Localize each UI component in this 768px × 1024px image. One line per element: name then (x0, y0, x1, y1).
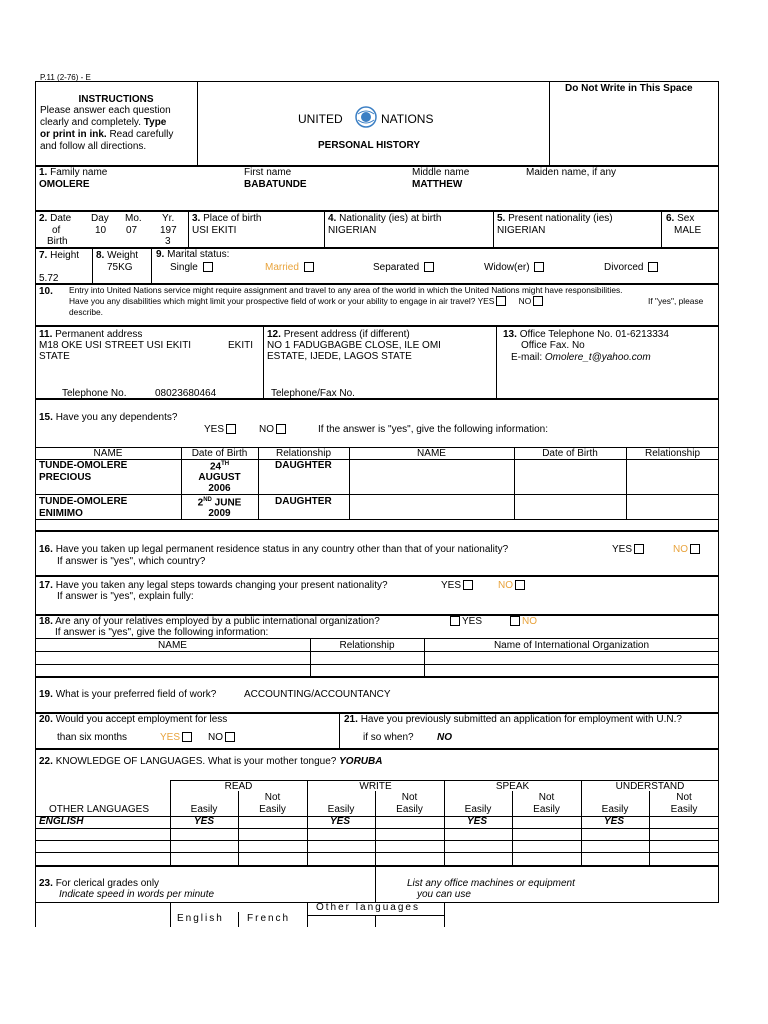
present-telephone-label: Telephone/Fax No. (271, 388, 355, 399)
height-value[interactable]: 5.72 (39, 273, 59, 284)
disability-yes-checkbox[interactable] (496, 296, 506, 306)
instructions-line: clearly and completely. (40, 117, 141, 128)
dependents-header-relationship: Relationship (644, 448, 701, 459)
permanent-telephone-label: Telephone No. (62, 388, 127, 399)
divorced-option-label: Divorced (604, 262, 644, 273)
no-option-label: NO (208, 732, 223, 743)
month-label: Mo. (125, 213, 142, 224)
present-nationality-value[interactable]: NIGERIAN (497, 225, 546, 236)
easily-header: Easily (327, 804, 355, 815)
present-address-value[interactable]: ESTATE, IJEDE, LAGOS STATE (267, 351, 412, 362)
dependents-header-dob: Date of Birth (191, 448, 248, 459)
dependent-name[interactable]: PRECIOUS (39, 472, 92, 483)
yes-option-label: YES (462, 616, 483, 627)
instructions-line: and follow all directions. (40, 141, 147, 152)
widow-checkbox[interactable] (534, 262, 544, 272)
permanent-telephone-value[interactable]: 08023680464 (155, 388, 217, 399)
disability-intro: Entry into United Nations service might require assignment and travel to any area of the world in which the United Nations might have responsibilities. (69, 285, 623, 295)
first-name-label: First name (244, 167, 292, 178)
middle-name-label: Middle name (412, 167, 470, 178)
easily-header: Easily (601, 804, 629, 815)
short-employment-yes-checkbox[interactable] (182, 732, 192, 742)
language-understand-header: UNDERSTAND (615, 781, 685, 792)
middle-name-value[interactable]: MATTHEW (412, 179, 463, 190)
relatives-header-organization: Name of International Organization (493, 640, 650, 651)
not-easily-header: Not (401, 792, 418, 803)
married-option-label: Married (265, 262, 299, 273)
family-name-label: Family name (50, 167, 108, 178)
day-label: Day (91, 213, 109, 224)
speak-easily-value[interactable]: YES (467, 816, 488, 827)
dependent-name[interactable]: ENIMIMO (39, 508, 83, 519)
yes-option-label: YES (477, 296, 495, 306)
not-easily-header: Easily (396, 804, 423, 815)
not-easily-header: Not (538, 792, 555, 803)
read-easily-value[interactable]: YES (194, 816, 215, 827)
no-option-label: NO (673, 544, 688, 555)
preferred-field-value[interactable]: ACCOUNTING/ACCOUNTANCY (244, 689, 391, 700)
dependents-header-name: NAME (417, 448, 446, 459)
mother-tongue-question: KNOWLEDGE OF LANGUAGES. What is your mother tongue? (55, 756, 337, 767)
previous-application-value[interactable]: NO (437, 732, 452, 743)
dependent-dob[interactable]: JUNE (214, 497, 242, 509)
permanent-address-label: Permanent address (55, 329, 143, 340)
no-option-label: NO (522, 616, 537, 627)
residence-no-checkbox[interactable] (690, 544, 700, 554)
dependent-relationship[interactable]: DAUGHTER (275, 460, 332, 471)
other-languages-header: OTHER LANGUAGES (49, 804, 150, 815)
year-label: Yr. (162, 213, 175, 224)
dependent-name[interactable]: TUNDE-OMOLERE (39, 460, 128, 471)
no-option-label: NO (259, 424, 274, 435)
un-emblem-icon (355, 106, 377, 128)
previous-application-question: Have you previously submitted an application for employment with U.N.? (360, 714, 682, 725)
yes-option-label: YES (612, 544, 633, 555)
sex-value[interactable]: MALE (674, 225, 702, 236)
no-option-label: NO (518, 296, 532, 306)
easily-header: Easily (464, 804, 492, 815)
disability-question: Have you any disabilities which might limit your prospective field of work or your ability to engage in air travel? (69, 296, 476, 306)
relatives-question: Are any of your relatives employed by a public international organization? (55, 616, 380, 627)
dependents-no-checkbox[interactable] (276, 424, 286, 434)
instructions-title: INSTRUCTIONS (78, 94, 154, 105)
present-address-label: Present address (if different) (283, 329, 410, 340)
speed-french-header: French (247, 913, 291, 924)
nationality-change-yes-checkbox[interactable] (463, 580, 473, 590)
easily-header: Easily (190, 804, 218, 815)
nationality-at-birth-label: Nationality (ies) at birth (339, 213, 442, 224)
date-of-birth-label: of (52, 225, 61, 236)
instructions-emphasis: Type (143, 117, 167, 128)
clerical-question: For clerical grades only (55, 878, 160, 889)
dependent-dob: ND (203, 497, 212, 503)
previous-application-subquestion: if so when? (363, 732, 414, 743)
office-fax-label: Office Fax. No (521, 340, 585, 351)
org-name-right: NATIONS (381, 112, 434, 126)
nationality-change-no-checkbox[interactable] (515, 580, 525, 590)
residence-subquestion: If answer is "yes", which country? (57, 556, 206, 567)
birth-year-value[interactable]: 3 (165, 236, 171, 247)
office-machines-label: you can use (417, 889, 471, 900)
separated-checkbox[interactable] (424, 262, 434, 272)
form-code: P.11 (2-76) - E (40, 73, 91, 82)
language-write-header: WRITE (359, 781, 392, 792)
height-label: Height (50, 250, 80, 261)
dependents-yes-checkbox[interactable] (226, 424, 236, 434)
dependent-dob[interactable]: AUGUST (198, 472, 241, 483)
dependents-header-dob: Date of Birth (542, 448, 598, 459)
place-of-birth-label: Place of birth (203, 213, 262, 224)
married-checkbox[interactable] (304, 262, 314, 272)
present-nationality-label: Present nationality (ies) (508, 213, 613, 224)
email-label: E-mail: (511, 352, 543, 363)
not-easily-header: Easily (533, 804, 560, 815)
dependent-dob[interactable]: 24 (209, 461, 222, 473)
relatives-no-checkbox[interactable] (510, 616, 520, 626)
single-option-label: Single (170, 262, 198, 273)
residence-question: Have you taken up legal permanent residence status in any country other than that of your nationality? (55, 544, 509, 555)
instructions-line: Read carefully (109, 129, 174, 140)
date-of-birth-label: Date (50, 213, 72, 224)
not-easily-header: Easily (259, 804, 286, 815)
permanent-address-value[interactable]: STATE (39, 351, 70, 362)
present-address-value[interactable]: NO 1 FADUGBAGBE CLOSE, ILE OMI (267, 340, 441, 351)
widow-option-label: Widow(er) (484, 262, 530, 273)
short-employment-subquestion: than six months (57, 732, 128, 743)
write-easily-value[interactable]: YES (330, 816, 351, 827)
yes-option-label: YES (204, 424, 225, 435)
speed-other-languages-header: Other languages (316, 902, 420, 913)
yes-option-label: YES (441, 580, 462, 591)
question-number: 10. (39, 286, 53, 297)
sex-label: Sex (677, 213, 695, 224)
relatives-header-name: NAME (158, 640, 187, 651)
short-employment-no-checkbox[interactable] (225, 732, 235, 742)
nationality-at-birth-value[interactable]: NIGERIAN (328, 225, 377, 236)
office-telephone-label: Office Telephone No. 01-6213334 (519, 329, 669, 340)
short-employment-question: Would you accept employment for less (55, 714, 228, 725)
dependent-relationship[interactable]: DAUGHTER (275, 496, 332, 507)
not-easily-header: Easily (670, 804, 698, 815)
disability-no-checkbox[interactable] (533, 296, 543, 306)
office-machines-label: List any office machines or equipment (407, 878, 575, 889)
dependent-dob: TH (221, 461, 230, 467)
single-checkbox[interactable] (203, 262, 213, 272)
dependent-dob[interactable]: 2006 (208, 483, 231, 494)
org-name-left: UNITED (298, 112, 343, 126)
instructions-emphasis: or print in ink. (40, 129, 107, 140)
family-name-value[interactable]: OMOLERE (39, 179, 90, 190)
first-name-value[interactable]: BABATUNDE (244, 179, 307, 190)
speed-english-header: English (177, 913, 224, 924)
birth-day-value[interactable]: 10 (95, 225, 107, 236)
language-speak-header: SPEAK (495, 781, 530, 792)
relatives-subquestion: If answer is "yes", give the following information: (55, 627, 269, 638)
dependents-header-relationship: Relationship (275, 448, 332, 459)
yes-option-label: YES (160, 732, 181, 743)
relatives-header-relationship: Relationship (339, 640, 395, 651)
birth-year-value[interactable]: 197 (160, 225, 177, 236)
mother-tongue-value[interactable]: YORUBA (339, 756, 383, 767)
birth-month-value[interactable]: 07 (126, 225, 138, 236)
preferred-field-question: What is your preferred field of work? (55, 689, 217, 700)
maiden-name-label: Maiden name, if any (526, 167, 617, 178)
relatives-yes-checkbox[interactable] (450, 616, 460, 626)
dependent-name[interactable]: TUNDE-OMOLERE (39, 496, 128, 507)
dependent-dob[interactable]: 2 (197, 497, 204, 509)
email-value[interactable]: Omolere_t@yahoo.com (544, 352, 651, 363)
disability-describe-label: If "yes", please (648, 296, 704, 306)
form-title: PERSONAL HISTORY (318, 140, 421, 151)
divorced-checkbox[interactable] (648, 262, 658, 272)
date-of-birth-label: Birth (47, 236, 68, 247)
language-read-header: READ (224, 781, 253, 792)
do-not-write-label: Do Not Write in This Space (565, 83, 693, 94)
dependents-question: Have you any dependents? (55, 412, 178, 423)
dependents-header-name: NAME (93, 448, 123, 459)
weight-label: Weight (107, 250, 139, 261)
typing-speed-instruction: Indicate speed in words per minute (59, 889, 215, 900)
nationality-change-question: Have you taken any legal steps towards changing your present nationality? (55, 580, 388, 591)
dependents-instruction: If the answer is "yes", give the following information: (318, 424, 548, 435)
place-of-birth-value[interactable]: USI EKITI (192, 225, 237, 236)
not-easily-header: Not (676, 792, 692, 803)
dependent-dob[interactable]: 2009 (208, 508, 231, 519)
not-easily-header: Not (264, 792, 281, 803)
understand-easily-value[interactable]: YES (604, 816, 625, 827)
residence-yes-checkbox[interactable] (634, 544, 644, 554)
weight-value[interactable]: 75KG (107, 262, 133, 273)
no-option-label: NO (498, 580, 513, 591)
permanent-address-value[interactable]: EKITI (228, 340, 254, 351)
marital-status-label: Marital status: (167, 249, 230, 260)
instructions-line: Please answer each question (40, 105, 171, 116)
separated-option-label: Separated (373, 262, 420, 273)
permanent-address-value[interactable]: M18 OKE USI STREET USI EKITI (39, 340, 192, 351)
language-name[interactable]: ENGLISH (39, 816, 84, 827)
disability-describe-label: describe. (69, 307, 103, 317)
nationality-change-subquestion: If answer is "yes", explain fully: (57, 591, 194, 602)
